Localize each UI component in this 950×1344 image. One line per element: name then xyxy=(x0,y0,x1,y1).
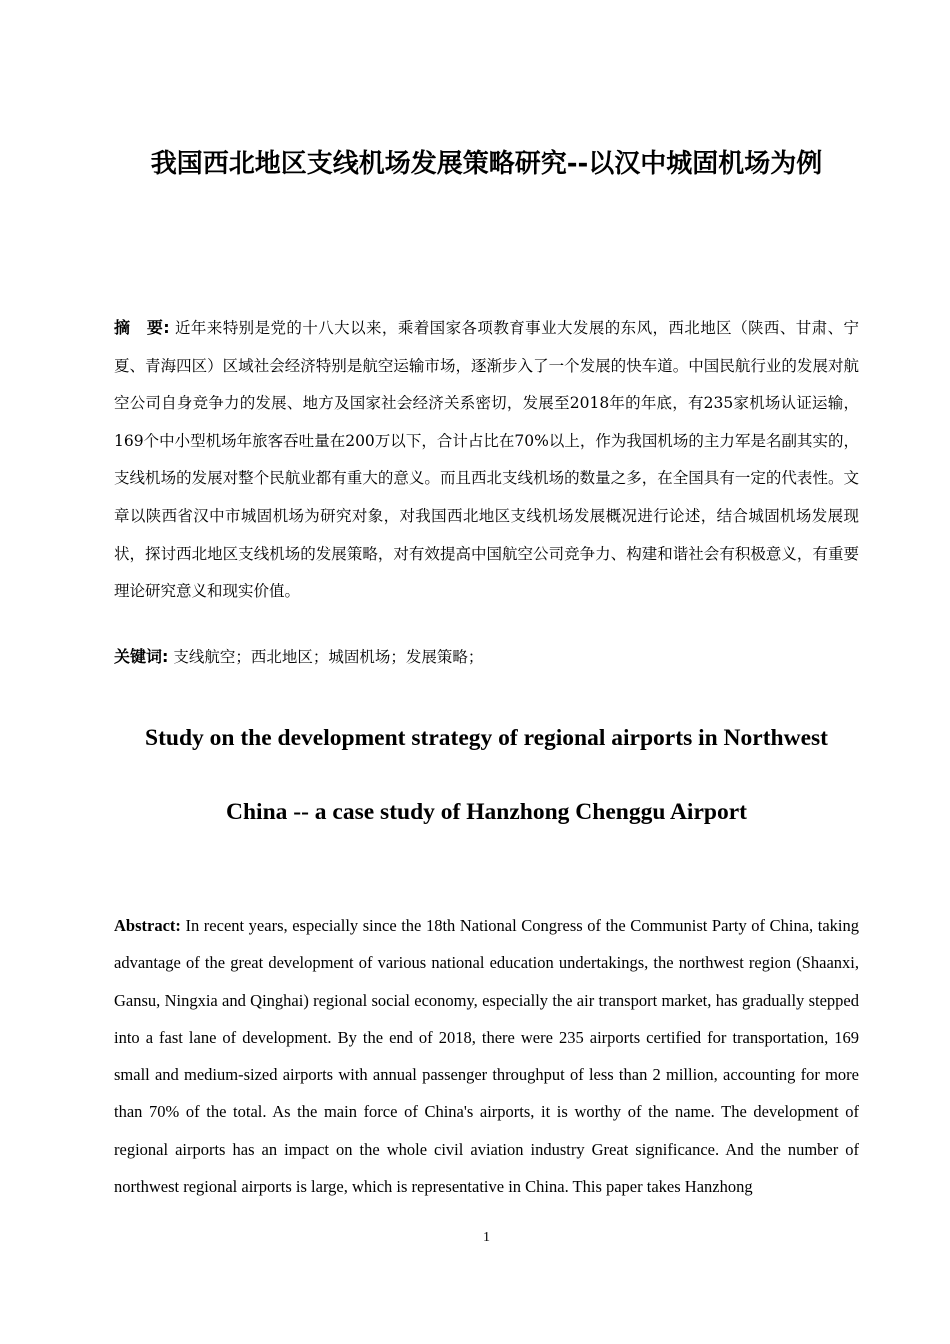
chinese-title: 我国西北地区支线机场发展策略研究--以汉中城固机场为例 xyxy=(150,149,823,179)
chinese-abstract-label: 摘 要: xyxy=(114,318,170,337)
chinese-keywords-label: 关键词: xyxy=(114,647,169,666)
chinese-abstract-text: 近年来特别是党的十八大以来，乘着国家各项教育事业大发展的东风，西北地区（陕西、甘肃、宁夏、青海四区）区域社会经济特别是航空运输市场，逐渐步入了一个发展的快车道。中国民航行业的发展对航空公司自身竞争力的发展、地方及国家社会经济关系密切，发展至2018年的年底，有235家机场认证运输，169个中小型机场年旅客吞吐量在200万以下，合计占比在70%以上，作为我国机场的主力军是名副其实的，支线机场的发展对整个民航业都有重大的意义。而且西北支线机场的数量之多，在全国具有一定的代表性。文章以陕西省汉中市城固机场为研究对象，对我国西北地区支线机场发展概况进行论述，结合城固机场发展现状，探讨西北地区支线机场的发展策略，对有效提高中国航空公司竞争力、构建和谐社会有积极意义，有重要理论研究意义和现实价值。 xyxy=(114,319,859,601)
chinese-abstract xyxy=(114,309,859,611)
chinese-keywords xyxy=(114,638,859,677)
page-number: 1 xyxy=(483,1230,490,1245)
english-abstract-label: Abstract: xyxy=(114,916,181,935)
english-title: Study on the development strategy of regional airports in Northwest China -- a case study of Hanzhong Chenggu Airport xyxy=(145,725,828,825)
english-abstract-text: In recent years, especially since the 18th National Congress of the Communist Party of China, taking advantage of the great development of various national education undertakings, the northwest region (Shaanxi, Gansu, Ningxia and Qinghai) regional social economy, especially the air transport market, has gradually stepped into a fast lane of development. By the end of 2018, there were 235 airports certified for transportation, 169 small and medium-sized airports with annual passenger throughput of less than 2 million, accounting for more than 70% of the total. As the main force of China's airports, it is worthy of the name. The development of regional airports has an impact on the whole civil aviation industry Great significance. And the number of northwest regional airports is large, which is representative in China. This paper takes Hanzhong xyxy=(114,916,859,1197)
english-abstract xyxy=(114,907,859,1205)
chinese-keywords-text: 支线航空；西北地区；城固机场；发展策略； xyxy=(173,648,484,666)
